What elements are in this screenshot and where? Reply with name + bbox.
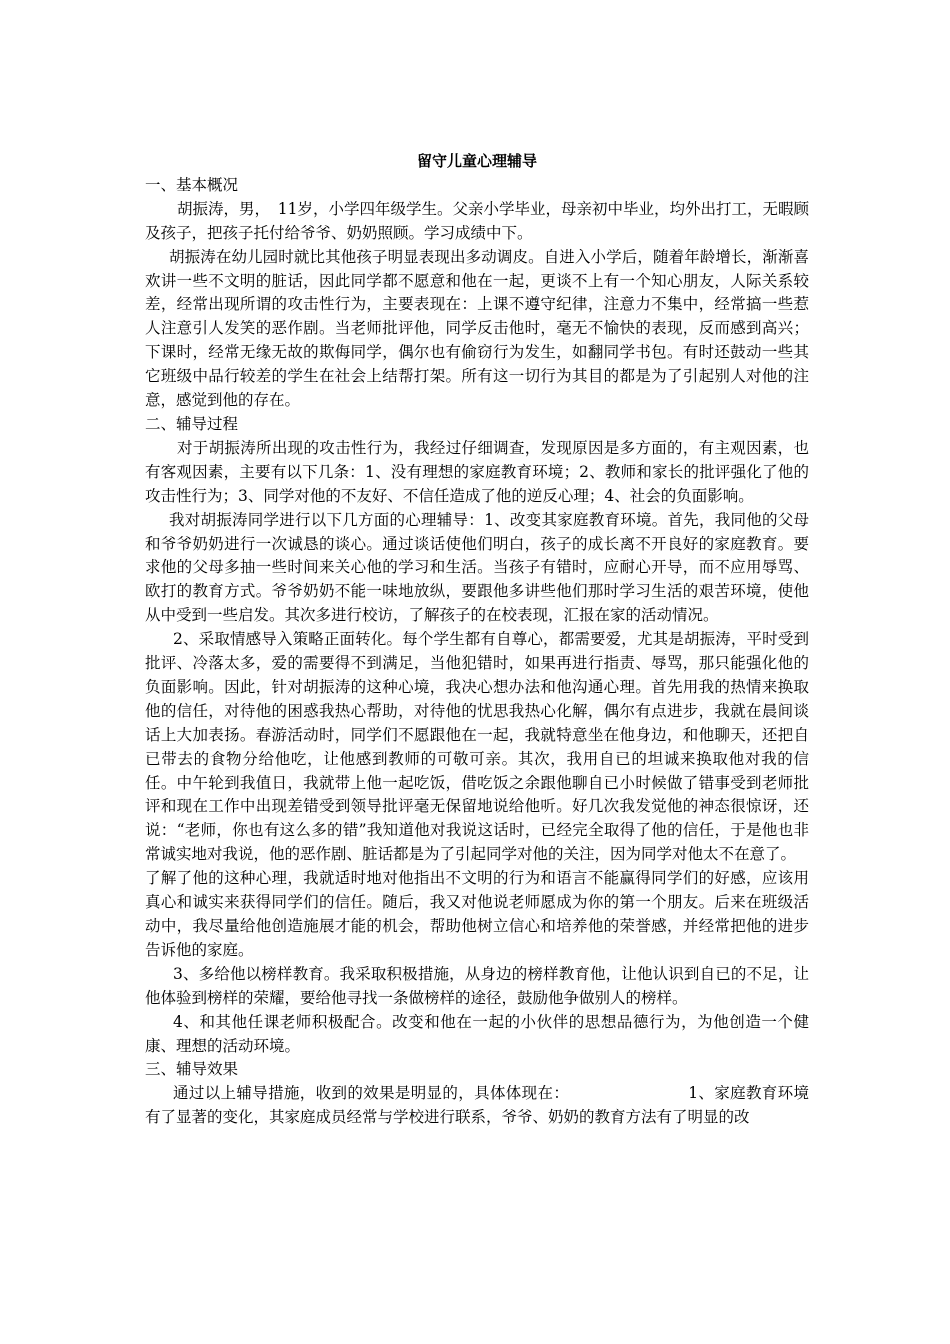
- section-heading-effect: 三、辅导效果: [145, 1060, 239, 1079]
- paragraph: 了解了他的这种心理，我就适时地对他指出不文明的行为和语言不能赢得同学们的好感，应该用真心和诚实来获得同学们的信任。随后，我又对他说老师愿成为你的第一个朋友。后来在班级活动中，我尽量给他创造施展才能的机会，帮助他树立信心和培养他的荣誉感，并经常把他的进步告诉他的家庭。: [145, 869, 809, 959]
- paragraph: 3、多给他以榜样教育。我采取积极措施，从身边的榜样教育他，让他认识到自已的不足，让他体验到榜样的荣耀，要给他寻找一条做榜样的途径，鼓励他争做别人的榜样。: [145, 964, 809, 1007]
- paragraph: 通过以上辅导措施，收到的效果是明显的，具体体现在： 1、家庭教育环境有了显著的变化，其家庭成员经常与学校进行联系，爷爷、奶奶的教育方法有了明显的改: [145, 1084, 809, 1127]
- paragraph: 对于胡振涛所出现的攻击性行为，我经过仔细调查，发现原因是多方面的，有主观因素，也有客观因素，主要有以下几条：1、没有理想的家庭教育环境；2、教师和家长的批评强化了他的攻击性行为；3、同学对他的不友好、不信任造成了他的逆反心理；4、社会的负面影响。: [145, 438, 809, 505]
- document-title: 留守儿童心理辅导: [416, 152, 537, 170]
- paragraph: 胡振涛，男， 11岁，小学四年级学生。父亲小学毕业，母亲初中毕业，均外出打工，无暇顾及孩子，把孩子托付给爷爷、奶奶照顾。学习成绩中下。: [145, 199, 809, 242]
- section-heading-basic: 一、基本概况: [145, 175, 239, 194]
- paragraph: 2、采取情感导入策略正面转化。每个学生都有自尊心，都需要爱，尤其是胡振涛，平时受到批评、冷落太多，爱的需要得不到满足，当他犯错时，如果再进行指责、辱骂，那只能强化他的负面影响。因此，针对胡振涛的这种心境，我决心想办法和他沟通心理。首先用我的热情来换取他的信任，对待他的困惑我热心帮助，对待他的忧思我热心化解，偶尔有点进步，我就在晨间谈话上大加表扬。春游活动时，同学们不愿跟他在一起，我就特意坐在他身边，和他聊天，还把自已带去的食物分给他吃，让他感到教师的可敬可亲。其次，我用自已的坦诚来换取他对我的信任。中午轮到我值日，我就带上他一起吃饭，借吃饭之余跟他聊自已小时候做了错事受到老师批评和现在工作中出现差错受到领导批评毫无保留地说给他听。好几次我发觉他的神态很惊讶，还说：“老师，你也有这么多的错”我知道他对我说这话时，已经完全取得了他的信任，于是他也非常诚实地对我说，他的恶作剧、脏话都是为了引起同学对他的关注，因为同学对他太不在意了。: [145, 630, 809, 864]
- section-heading-process: 二、辅导过程: [145, 414, 239, 433]
- paragraph: 我对胡振涛同学进行以下几方面的心理辅导：1、改变其家庭教育环境。首先，我同他的父母和爷爷奶奶进行一次诚恳的谈心。通过谈话使他们明白，孩子的成长离不开良好的家庭教育。要求他的父母多抽一些时间来关心他的学习和生活。当孩子有错时，应耐心开导，而不应用辱骂、欧打的教育方式。爷爷奶奶不能一味地放纵，要跟他多讲些他们那时学习生活的艰苦环境，使他从中受到一些启发。其次多进行校访，了解孩子的在校表现，汇报在家的活动情况。: [145, 510, 809, 625]
- paragraph: 4、和其他任课老师积极配合。改变和他在一起的小伙伴的思想品德行为，为他创造一个健康、理想的活动环境。: [145, 1012, 809, 1055]
- document-page: [145, 150, 809, 1130]
- paragraph: 胡振涛在幼儿园时就比其他孩子明显表现出多动调皮。自进入小学后，随着年龄增长，渐渐喜欢讲一些不文明的脏话，因此同学都不愿意和他在一起，更谈不上有一个知心朋友，人际关系较差，经常出现所谓的攻击性行为，主要表现在：上课不遵守纪律，注意力不集中，经常搞一些惹人注意引人发笑的恶作剧。当老师批评他，同学反击他时，毫无不愉快的表现，反而感到高兴；下课时，经常无缘无故的欺侮同学，偶尔也有偷窃行为发生，如翻同学书包。有时还鼓动一些其它班级中品行较差的学生在社会上结帮打架。所有这一切行为其目的都是为了引起别人对他的注意，感觉到他的存在。: [145, 247, 809, 410]
